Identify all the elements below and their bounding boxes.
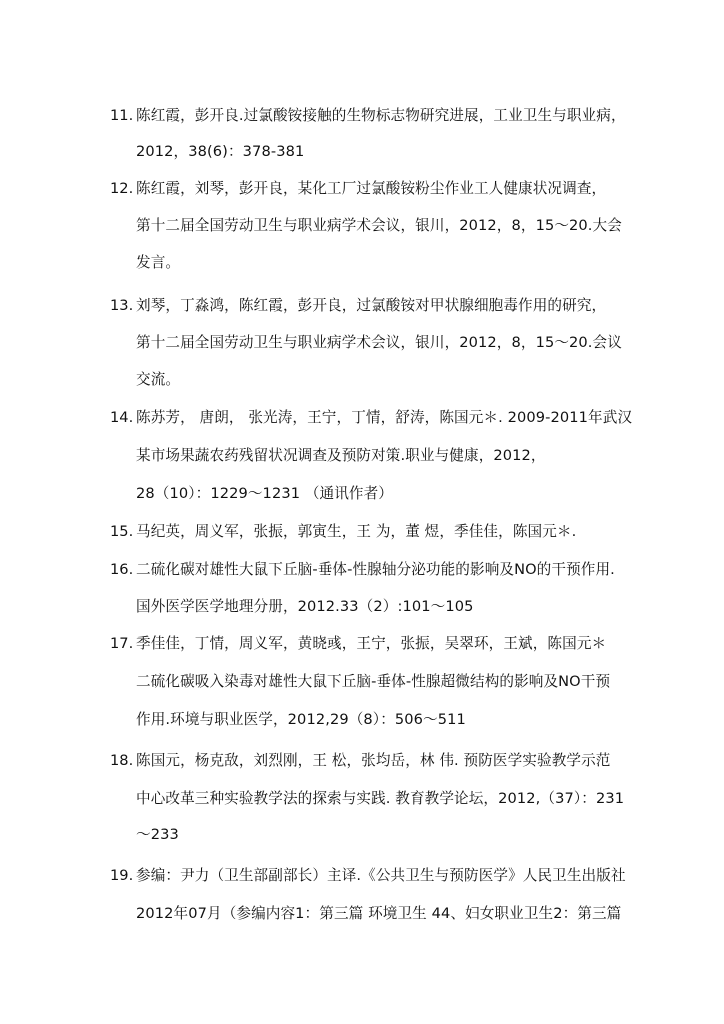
entry-17-line-3: 作用.环境与职业医学，2012,29（8）：506～511 bbox=[136, 711, 466, 728]
entry-14-number: 14. bbox=[110, 409, 134, 426]
entry-16-line-1: 二硫化碳对雄性大鼠下丘脑-垂体-性腺轴分泌功能的影响及NO的干预作用. bbox=[136, 561, 615, 578]
entry-11-line-1: 陈红霞，彭开良.过氯酸铵接触的生物标志物研究进展，工业卫生与职业病， bbox=[136, 107, 626, 124]
entry-12-line-1: 陈红霞，刘琴，彭开良，某化工厂过氯酸铵粉尘作业工人健康状况调查， bbox=[136, 180, 607, 197]
entry-17-number: 17. bbox=[110, 635, 134, 652]
entry-16-number: 16. bbox=[110, 561, 134, 578]
entry-15-line-1: 马纪英，周义军，张振，郭寅生，王 为，董 煜，季佳佳，陈国元＊. bbox=[136, 523, 577, 540]
entry-12-line-2: 第十二届全国劳动卫生与职业病学术会议，银川，2012，8，15～20.大会 bbox=[136, 217, 622, 234]
entry-13-line-3: 交流。 bbox=[136, 371, 181, 388]
entry-13-number: 13. bbox=[110, 297, 134, 314]
entry-11-line-2: 2012，38(6)：378-381 bbox=[136, 143, 305, 160]
entry-18-line-2: 中心改革三种实验教学法的探索与实践. 教育教学论坛，2012,（37）：231 bbox=[136, 790, 625, 807]
entry-14-line-3: 28（10）：1229～1231 （通讯作者） bbox=[136, 485, 393, 502]
entry-14-line-1: 陈苏芳， 唐朗， 张光涛，王宁，丁情，舒涛，陈国元＊. 2009-2011年武汉 bbox=[136, 409, 633, 426]
entry-19-line-1: 参编：尹力（卫生部副部长）主译.《公共卫生与预防医学》人民卫生出版社 bbox=[136, 867, 626, 884]
entry-15-number: 15. bbox=[110, 523, 134, 540]
entry-12-number: 12. bbox=[110, 180, 134, 197]
entry-17-line-1: 季佳佳，丁情，周义军，黄晓彧，王宁，张振，吴翠环，王斌，陈国元＊ bbox=[136, 635, 607, 652]
entry-16-line-2: 国外医学医学地理分册，2012.33（2）:101～105 bbox=[136, 598, 474, 615]
entry-11-number: 11. bbox=[110, 107, 134, 124]
entry-13-line-1: 刘琴，丁淼鸿，陈红霞，彭开良，过氯酸铵对甲状腺细胞毒作用的研究， bbox=[136, 297, 607, 314]
entry-14-line-2: 某市场果蔬农药残留状况调查及预防对策.职业与健康，2012， bbox=[136, 447, 546, 464]
entry-18-line-3: ～233 bbox=[136, 826, 179, 843]
entry-12-line-3: 发言。 bbox=[136, 254, 181, 271]
entry-13-line-2: 第十二届全国劳动卫生与职业病学术会议，银川，2012，8，15～20.会议 bbox=[136, 334, 622, 351]
entry-19-line-2: 2012年07月（参编内容1：第三篇 环境卫生 44、妇女职业卫生2：第三篇 bbox=[136, 905, 622, 922]
entry-18-number: 18. bbox=[110, 752, 134, 769]
entry-18-line-1: 陈国元，杨克敌，刘烈刚，王 松，张均岳，林 伟. 预防医学实验教学示范 bbox=[136, 752, 611, 769]
entry-19-number: 19. bbox=[110, 867, 134, 884]
entry-17-line-2: 二硫化碳吸入染毒对雄性大鼠下丘脑-垂体-性腺超微结构的影响及NO干预 bbox=[136, 673, 611, 690]
